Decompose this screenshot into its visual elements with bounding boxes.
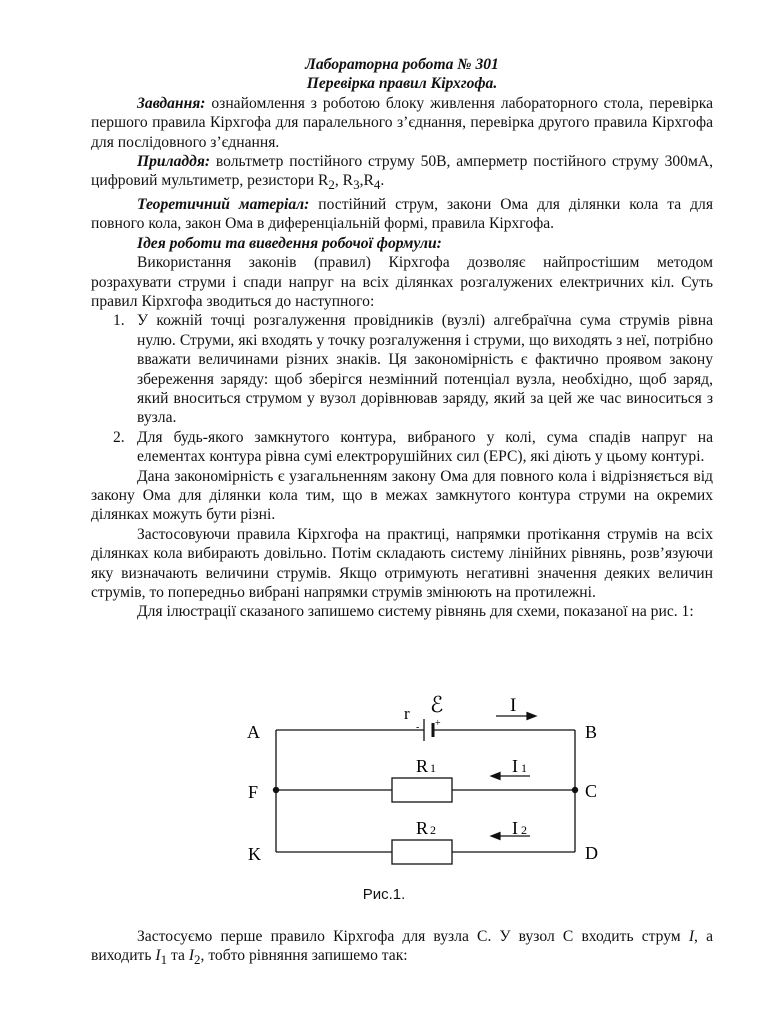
paragraph-intro: Використання законів (правил) Кірхгофа дозволяє найпростішим методом розрахувати струми і спади напруг на всіх ділянках розгалужених електричних кіл. Суть правил Кірхгофа зводиться до наступного: — [91, 254, 713, 310]
theory-paragraph — [91, 195, 713, 234]
circuit-diagram — [240, 694, 620, 866]
list-text: У кожній точці розгалуження провідників (вузлі) алгебраїчна сума струмів рівна нулю. Струми, які входять у точку розгалуження і струми, що виходять з неї, потрібно вважати величинами різних знаків. Ця закономірність є фактично проявом закону збереження заряду: щоб зберігся незмінний потенціал вузла, необхідно, щоб заряд, який вноситься струмом у вузол дорівнював заряду, який за цей же час виноситься з вузла. — [137, 312, 713, 427]
paragraph-generalization: Дана закономірність є узагальненням закону Ома для повного кола і відрізняється від закону Ома для ділянки кола тим, що в межах замкнутого контура струми на окремих ділянках можуть бути різні. — [91, 467, 713, 524]
node-k-label: K — [248, 844, 261, 864]
equipment-sub: 3 — [353, 177, 360, 193]
lab-title: Лабораторна робота № 301 — [305, 56, 499, 73]
math-subscript: 1 — [160, 952, 168, 968]
figure-caption: Рис.1. — [362, 886, 406, 903]
theory-text: постійний струм, закони Ома для ділянки кола та для повного кола, закон Ома в диференціальній формі, правила Кірхгофа. — [91, 195, 713, 233]
theory-label: Теоретичний матеріал: — [137, 195, 310, 213]
resistor-r2-label: R 2 — [416, 818, 437, 838]
lab-subtitle: Перевірка правил Кірхгофа. — [306, 75, 498, 93]
idea-heading: Ідея роботи та виведення робочої формули: — [137, 234, 442, 252]
equipment-text: вольтметр постійного струму 50В, амперметр постійного струму 300мА, цифровий мультиметр, резистори R — [91, 153, 713, 190]
text-run: Застосуємо перше правило Кірхгофа для вузла С. У вузол С входить струм — [137, 928, 689, 945]
paragraph-practice: Застосовуючи правила Кірхгофа на практиці, напрямки протікання струмів на всіх ділянках кола вибирають довільно. Потім складають систему лінійних рівнянь, розв’язуючи яку визначають величини струмів. Якщо отримують негативні значення деяких величин струмів, то попередньо вибрані напрямки струмів змінюють на протилежні. — [91, 525, 713, 602]
battery-plus-sign: + — [435, 718, 441, 729]
equipment-paragraph — [91, 152, 713, 195]
node-f-label: F — [248, 782, 259, 802]
task-paragraph — [91, 94, 713, 152]
list-item — [91, 311, 713, 427]
node-d-label: D — [585, 843, 598, 863]
text-run: та — [167, 947, 189, 965]
arrow-current-i-head — [527, 713, 536, 720]
node-f-dot — [273, 787, 279, 793]
math-symbol: I — [688, 928, 695, 945]
list-number: 2. — [113, 428, 125, 446]
equipment-sep: , R — [334, 172, 354, 190]
current-i1-label: I 1 — [512, 756, 527, 776]
task-text: ознайомлення з роботою блоку живлення лабораторного стола, перевірка першого правила Кірхгофа для паралельного з’єднання, перевірка другого правила Кірхгофа для послідовного з’єднання. — [91, 94, 713, 151]
resistor-r1 — [392, 778, 452, 802]
resistor-r1-label: R 1 — [416, 756, 437, 776]
document-body — [91, 55, 713, 622]
equipment-sub: 2 — [328, 177, 335, 193]
resistor-r2 — [392, 840, 452, 864]
node-a-label: A — [247, 722, 260, 742]
paragraph-first-rule — [91, 927, 713, 970]
math-subscript: 2 — [194, 952, 201, 968]
current-i-label: I — [510, 695, 517, 716]
arrow-current-i1-head — [491, 773, 500, 780]
battery-minus-sign: - — [416, 722, 420, 733]
equipment-sub: 4 — [373, 177, 381, 193]
list-item — [91, 428, 713, 467]
list-text: Для будь-якого замкнутого контура, вибраного у колі, сума спадів напруг на елементах контура рівна сумі електрорушійних сил (ЕРС), які діють у цьому контурі. — [137, 428, 713, 466]
node-b-label: B — [585, 722, 598, 742]
math-symbol: I — [188, 947, 195, 965]
list-number: 1. — [113, 312, 125, 330]
task-label: Завдання: — [137, 94, 206, 112]
current-i2-label: I 2 — [512, 818, 527, 838]
equipment-label: Приладдя: — [137, 153, 211, 171]
arrow-current-i2-head — [491, 833, 500, 840]
paragraph-illustration: Для ілюстрації сказаного запишемо систему рівнянь для схеми, показаної на рис. 1: — [137, 603, 694, 621]
node-c-label: C — [585, 781, 598, 801]
text-run: , тобто рівняння запишемо так: — [200, 947, 408, 965]
emf-label: ℰ — [430, 694, 444, 717]
equipment-end: . — [380, 172, 385, 190]
internal-resistance-label: r — [404, 704, 410, 723]
text-run: , а виходить — [91, 928, 713, 965]
math-symbol: I — [155, 947, 161, 965]
equipment-sep: ,R — [359, 172, 374, 190]
node-c-dot — [572, 787, 578, 793]
rules-list — [91, 311, 713, 466]
